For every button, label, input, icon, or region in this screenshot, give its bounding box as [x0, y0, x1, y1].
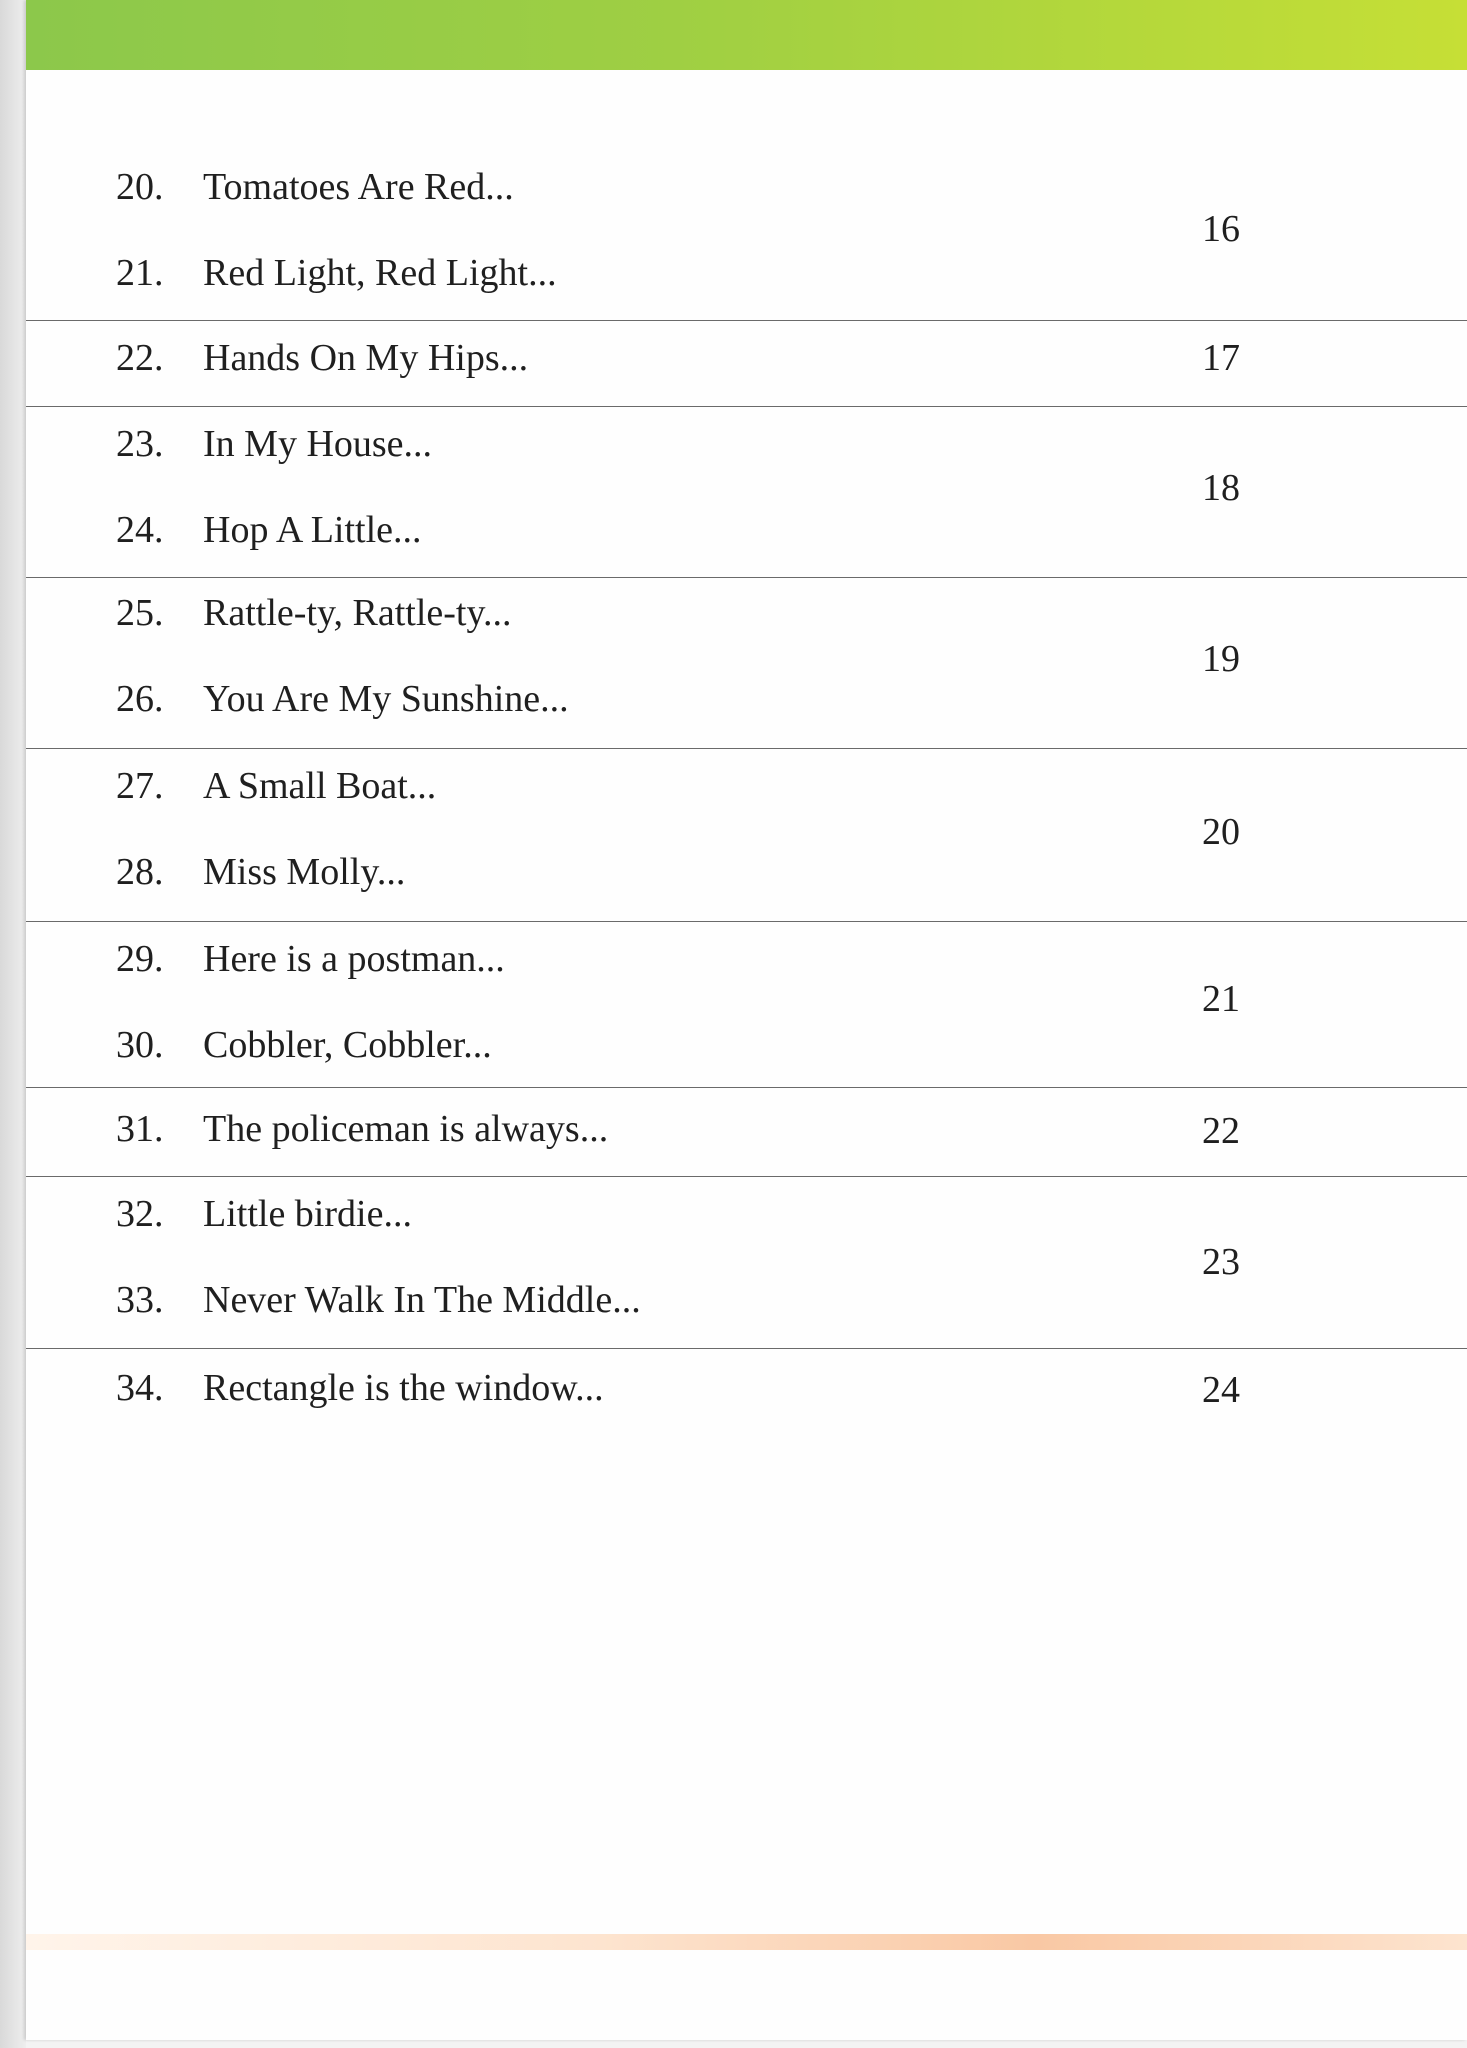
entry-number: 30. [116, 1024, 164, 1066]
toc-row [26, 321, 1467, 407]
toc-entry [116, 849, 405, 895]
toc-entry [116, 1106, 608, 1152]
page-number: 22 [1202, 1110, 1240, 1152]
entry-title: A Small Boat... [203, 765, 437, 807]
toc-entry [116, 1191, 412, 1237]
page-number: 21 [1202, 978, 1240, 1020]
entry-title: Red Light, Red Light... [203, 252, 557, 294]
entry-number: 25. [116, 592, 164, 634]
page-number: 24 [1202, 1369, 1240, 1411]
entry-title: Tomatoes Are Red... [203, 166, 514, 208]
entry-title: Miss Molly... [203, 851, 406, 893]
entry-number: 28. [116, 851, 164, 893]
entry-number: 23. [116, 423, 164, 465]
entry-number: 26. [116, 678, 164, 720]
toc-row [26, 1349, 1467, 1439]
toc-entry [116, 1365, 604, 1411]
entry-title: Rectangle is the window... [203, 1367, 604, 1409]
entry-title: Never Walk In The Middle... [203, 1279, 641, 1321]
toc-row [26, 150, 1467, 321]
toc-row [26, 1088, 1467, 1177]
page-number: 19 [1202, 638, 1240, 680]
entry-title: Cobbler, Cobbler... [203, 1024, 492, 1066]
toc-entry [116, 1277, 641, 1323]
entry-number: 32. [116, 1193, 164, 1235]
toc-entry [116, 676, 569, 722]
entry-number: 29. [116, 938, 164, 980]
page-number: 16 [1202, 208, 1240, 250]
toc-entry [116, 421, 432, 467]
entry-title: You Are My Sunshine... [203, 678, 569, 720]
entry-number: 24. [116, 509, 164, 551]
toc-entry [116, 1022, 492, 1068]
book-spine-edge [0, 0, 26, 2048]
entry-title: Hop A Little... [203, 509, 422, 551]
entry-number: 33. [116, 1279, 164, 1321]
toc-page [26, 0, 1467, 2040]
entry-number: 27. [116, 765, 164, 807]
entry-title: Here is a postman... [203, 938, 505, 980]
page-number: 17 [1202, 337, 1240, 379]
toc-entry [116, 250, 557, 296]
toc-row [26, 578, 1467, 749]
page-number: 18 [1202, 467, 1240, 509]
entry-number: 21. [116, 252, 164, 294]
entry-title: Little birdie... [203, 1193, 412, 1235]
entry-number: 20. [116, 166, 164, 208]
toc-entry [116, 164, 514, 210]
entry-number: 22. [116, 337, 164, 379]
toc-row [26, 749, 1467, 922]
toc-entry [116, 507, 422, 553]
toc-row [26, 922, 1467, 1088]
toc-row [26, 1177, 1467, 1349]
toc-entry [116, 590, 512, 636]
entry-title: In My House... [203, 423, 433, 465]
toc-entry [116, 763, 436, 809]
toc-entry [116, 936, 505, 982]
entry-title: Rattle-ty, Rattle-ty... [203, 592, 512, 634]
toc-row [26, 407, 1467, 578]
entry-number: 34. [116, 1367, 164, 1409]
entry-title: The policeman is always... [203, 1108, 609, 1150]
top-color-band [26, 0, 1467, 70]
entry-number: 31. [116, 1108, 164, 1150]
bottom-color-band [26, 1934, 1467, 1950]
entry-title: Hands On My Hips... [203, 337, 529, 379]
page-number: 23 [1202, 1241, 1240, 1283]
toc-entry [116, 335, 528, 381]
page-number: 20 [1202, 811, 1240, 853]
